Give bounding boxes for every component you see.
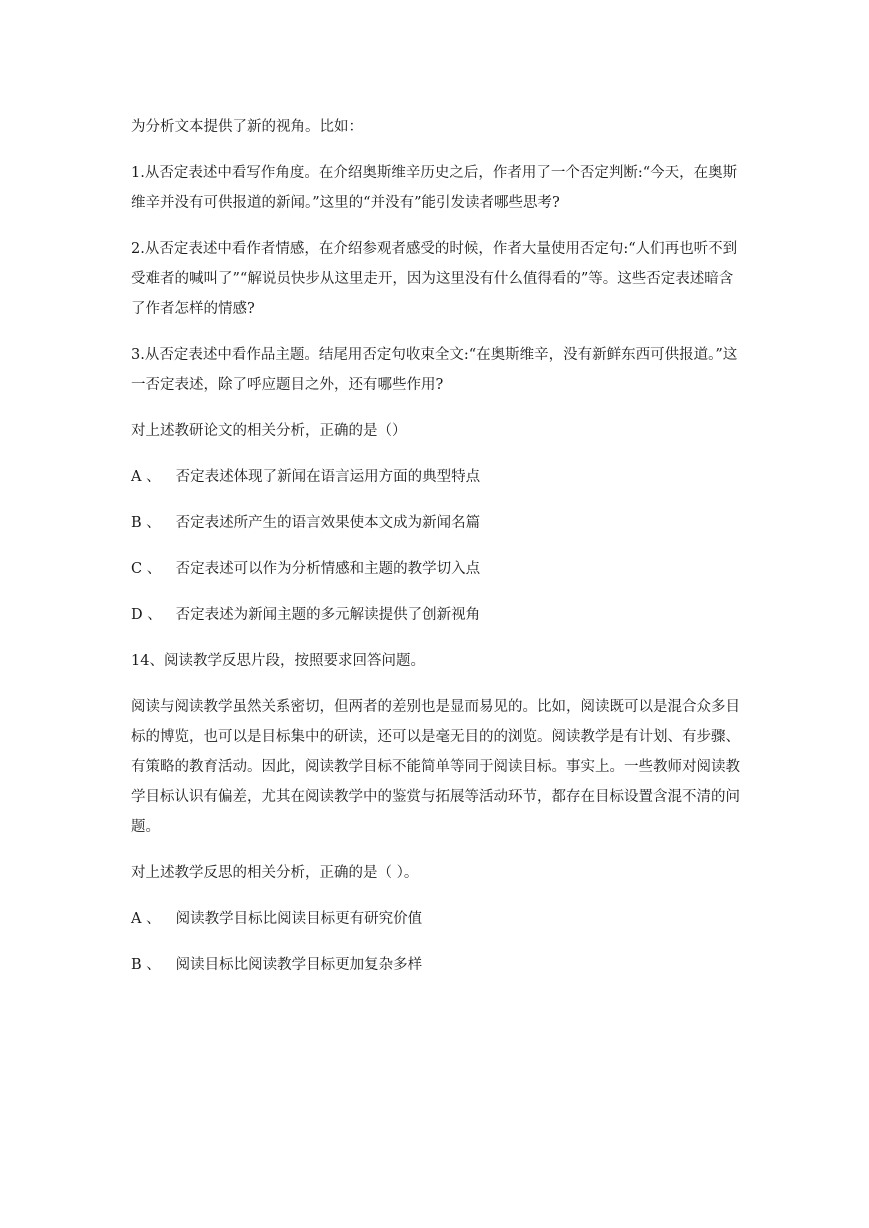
option-text: 否定表述可以作为分析情感和主题的教学切入点 [175, 561, 481, 577]
paragraph-intro: 为分析文本提供了新的视角。比如： [131, 119, 363, 135]
question-14-prompt: 对上述教学反思的相关分析，正确的是（ ）。 [131, 865, 419, 881]
document-body [131, 112, 741, 996]
q13-option-b [131, 508, 741, 538]
q14-option-b [131, 950, 741, 980]
q13-option-a [131, 462, 741, 492]
question-14-passage: 阅读与阅读教学虽然关系密切，但两者的差别也是显而易见的。比如，阅读既可以是混合众多目标的博览，也可以是目标集中的研读，还可以是毫无目的的浏览。阅读教学是有计划、有步骤、有策略的教育活动。因此，阅读教学目标不能简单等同于阅读目标。事实上。一些教师对阅读教学目标认识有偏差，尤其在阅读教学中的鉴赏与拓展等活动环节，都存在目标设置含混不清的问题。 [131, 699, 740, 835]
option-letter: D 、 [131, 607, 162, 623]
option-letter: B 、 [131, 515, 161, 531]
option-text: 否定表述为新闻主题的多元解读提供了创新视角 [175, 607, 481, 623]
option-letter: B 、 [131, 957, 161, 973]
paragraph-point-1: 1.从否定表述中看写作角度。在介绍奥斯维辛历史之后，作者用了一个否定判断:“今天，在奥斯维辛并没有可供报道的新闻。”这里的“并没有”能引发读者哪些思考? [131, 165, 738, 211]
option-text: 阅读目标比阅读教学目标更加复杂多样 [175, 957, 423, 973]
question-14-heading: 14、阅读教学反思片段，按照要求回答问题。 [131, 653, 425, 669]
option-letter: A 、 [131, 469, 161, 485]
q13-option-d [131, 600, 741, 630]
q13-option-c [131, 554, 741, 584]
option-text: 否定表述体现了新闻在语言运用方面的典型特点 [175, 469, 481, 485]
option-letter: A 、 [131, 911, 161, 927]
option-text: 否定表述所产生的语言效果使本文成为新闻名篇 [175, 515, 481, 531]
option-text: 阅读教学目标比阅读目标更有研究价值 [175, 911, 423, 927]
q14-option-a [131, 904, 741, 934]
paragraph-point-3: 3.从否定表述中看作品主题。结尾用否定句收束全文:“在奥斯维辛，没有新鲜东西可供报道。”这一否定表述，除了呼应题目之外，还有哪些作用? [131, 347, 738, 393]
option-letter: C 、 [131, 561, 162, 577]
paragraph-point-2: 2.从否定表述中看作者情感，在介绍参观者感受的时候，作者大量使用否定句:“人们再也听不到受难者的喊叫了”“解说员快步从这里走开，因为这里没有什么值得看的”等。这些否定表述暗含了作者怎样的情感? [131, 241, 738, 317]
question-13-prompt: 对上述教研论文的相关分析，正确的是（） [131, 423, 407, 439]
